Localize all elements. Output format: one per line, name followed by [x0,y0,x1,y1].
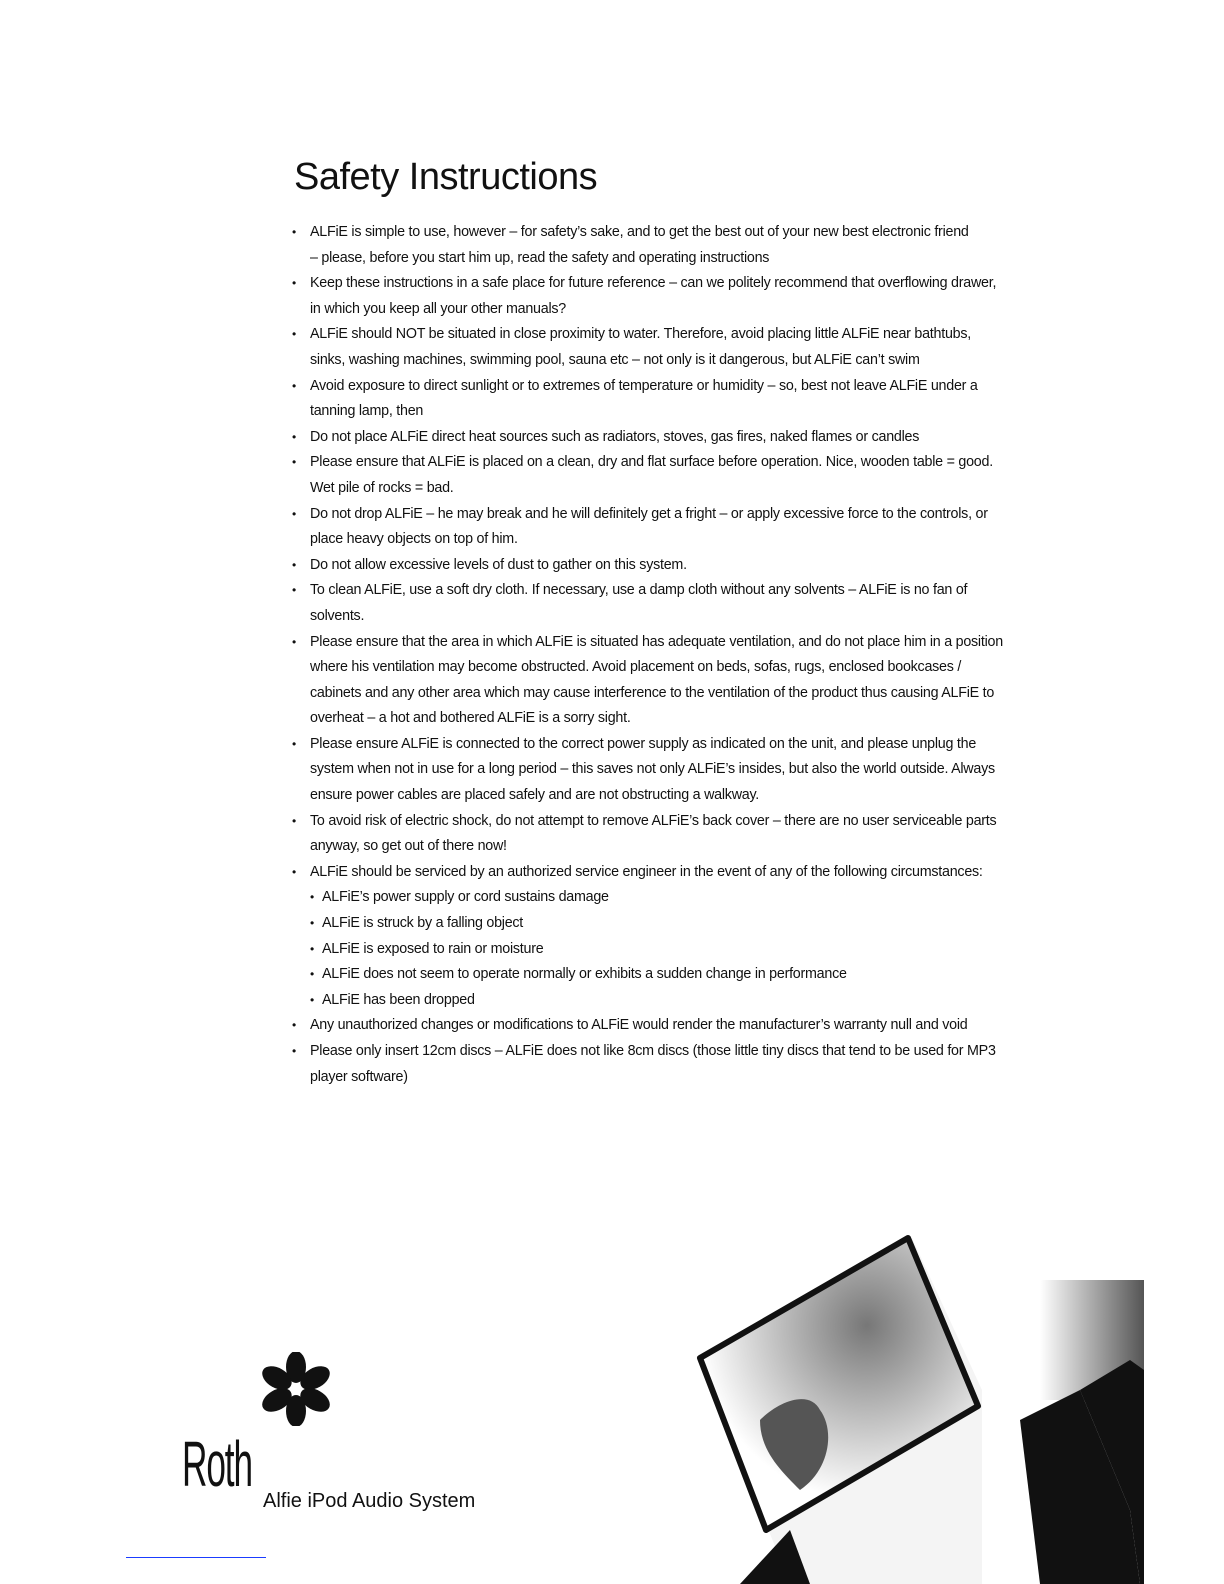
list-item-text: system when not in use for a long period – this saves not only ALFiE’s insides, but also the world outside. Always [310,761,995,778]
bullet-icon: • [292,583,297,598]
list-item [292,374,1092,425]
list-item-text: sinks, washing machines, swimming pool, sauna etc – not only is it dangerous, but ALFiE can’t swim [310,351,920,368]
list-item [292,809,1092,860]
bullet-icon: • [292,813,297,828]
sub-list-item [292,988,1092,1014]
list-item-text: Any unauthorized changes or modifications to ALFiE would render the manufacturer’s warranty null and void [310,1017,968,1034]
list-item-text: ALFiE does not seem to operate normally or exhibits a sudden change in performance [322,966,847,983]
list-item [292,425,1092,451]
list-item [292,553,1092,579]
bullet-icon: • [292,736,297,751]
list-item-text: overheat – a hot and bothered ALFiE is a sorry sight. [310,710,631,727]
bullet-icon: • [292,455,297,470]
list-item-text: Do not allow excessive levels of dust to gather on this system. [310,556,687,573]
bullet-icon: • [310,941,315,956]
list-item-text: ALFiE is exposed to rain or moisture [322,940,544,957]
list-item-text: anyway, so get out of there now! [310,838,507,855]
list-item-text: ALFiE is simple to use, however – for safety’s sake, and to get the best out of your new best electronic friend [310,224,969,240]
list-item [292,322,1092,373]
list-item-text: Wet pile of rocks = bad. [310,479,454,496]
list-item-text: ALFiE should NOT be situated in close proximity to water. Therefore, avoid placing little ALFiE near bathtubs, [310,326,971,343]
list-item-text: tanning lamp, then [310,403,424,420]
list-item [292,450,1092,501]
list-item-text: To avoid risk of electric shock, do not attempt to remove ALFiE’s back cover – there are no user serviceable parts [310,812,997,829]
list-item-text: Please ensure ALFiE is connected to the correct power supply as indicated on the unit, and please unplug the [310,735,977,752]
list-item-text: ALFiE should be serviced by an authorized service engineer in the event of any of the following circumstances: [310,863,983,880]
list-item-text: place heavy objects on top of him. [310,531,518,548]
bullet-icon: • [292,1018,297,1033]
list-item-text: cabinets and any other area which may cause interference to the ventilation of the product thus causing ALFiE to [310,684,995,701]
product-name: Alfie iPod Audio System [263,1490,476,1512]
safety-instructions-list [292,220,1092,1090]
bullet-icon: • [310,992,315,1007]
page-title: Safety Instructions [294,156,598,198]
brand-logo: Roth [182,1428,252,1500]
bullet-icon: • [292,557,297,572]
list-item-text: Please ensure that the area in which ALFiE is situated has adequate ventilation, and do not place him in a position [310,633,1003,650]
list-item-text: solvents. [310,607,365,624]
bullet-icon: • [292,506,297,521]
list-item [292,220,1092,271]
list-item-text: in which you keep all your other manuals? [310,300,566,317]
list-item-text: ALFiE is struck by a falling object [322,915,524,932]
bullet-icon: • [292,634,297,649]
list-item-text: ALFiE has been dropped [322,991,475,1008]
list-item [292,1013,1092,1039]
sub-list-item [292,937,1092,963]
list-item-text: where his ventilation may become obstructed. Avoid placement on beds, sofas, rugs, enclosed bookcases / [310,659,962,676]
list-item-text: Avoid exposure to direct sunlight or to extremes of temperature or humidity – so, best not leave ALFiE under a [310,377,978,394]
bullet-icon: • [310,967,315,982]
list-item [292,502,1092,553]
bullet-icon: • [292,378,297,393]
product-photo [660,1230,1224,1584]
list-item-text: player software) [310,1068,408,1085]
sub-list-item [292,885,1092,911]
list-item [292,1039,1092,1090]
list-item [292,860,1092,886]
bullet-icon: • [310,916,315,931]
list-item [292,732,1092,809]
list-item-text: ensure power cables are placed safely and are not obstructing a walkway. [310,787,760,804]
bullet-icon: • [292,429,297,444]
flower-logo-icon [254,1352,338,1426]
list-item-text: – please, before you start him up, read the safety and operating instructions [310,249,770,266]
list-item-text: Please only insert 12cm discs – ALFiE does not like 8cm discs (those little tiny discs that tend to be used for MP3 [310,1043,996,1059]
list-item-text: Please ensure that ALFiE is placed on a clean, dry and flat surface before operation. Nice, wooden table = good. [310,454,993,471]
sub-list-item [292,911,1092,937]
bullet-icon: • [292,225,297,239]
list-item [292,578,1092,629]
sub-list-item [292,962,1092,988]
bullet-icon: • [292,327,297,342]
bullet-icon: • [310,890,315,905]
list-item-text: ALFiE’s power supply or cord sustains damage [322,889,609,906]
list-item [292,630,1092,732]
bullet-icon: • [292,276,297,291]
footer-divider [126,1557,266,1558]
bullet-icon: • [292,1044,297,1058]
list-item-text: To clean ALFiE, use a soft dry cloth. If necessary, use a damp cloth without any solvents – ALFiE is no fan of [310,582,968,599]
list-item-text: Do not drop ALFiE – he may break and he will definitely get a fright – or apply excessive force to the controls, or [310,505,988,522]
list-item [292,271,1092,322]
list-item-text: Keep these instructions in a safe place for future reference – can we politely recommend that overflowing drawer, [310,275,997,292]
bullet-icon: • [292,864,297,879]
list-item-text: Do not place ALFiE direct heat sources such as radiators, stoves, gas fires, naked flames or candles [310,428,920,445]
